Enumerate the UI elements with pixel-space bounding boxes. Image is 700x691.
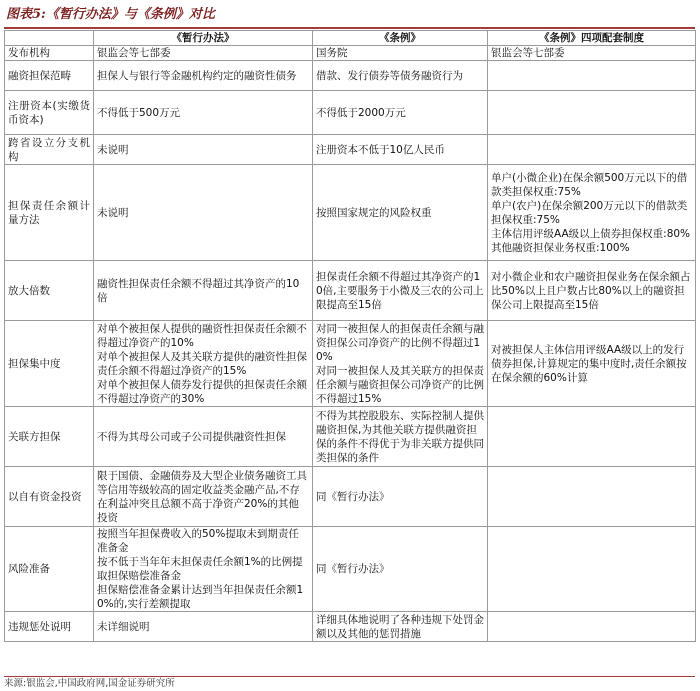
regulation-cell: 不得低于2000万元 [313,91,488,135]
interim-cell: 未说明 [94,135,313,165]
regulation-cell: 同《暂行办法》 [313,467,488,527]
regulation-cell: 担保责任余额不得超过其净资产的10倍,主要服务于小微及三农的公司上限提高至15倍 [313,261,488,321]
supporting-cell [488,91,696,135]
table-row [5,407,696,467]
source-note: 来源:银监会,中国政府网,国金证券研究所 [4,676,695,691]
header-regulation: 《条例》 [313,31,488,46]
title-divider [4,27,695,29]
supporting-cell [488,467,696,527]
table-row [5,61,696,91]
regulation-cell: 借款、发行债券等债务融资行为 [313,61,488,91]
supporting-cell: 对小微企业和农户融资担保业务在保余额占比50%以上且户数占比80%以上的融资担保公司上限提高至15倍 [488,261,696,321]
row-label: 发布机构 [5,46,94,61]
supporting-cell: 单户(小微企业)在保余额500万元以下的借款类担保权重:75% 单户(农户)在保余额200万元以下的借款类担保权重:75% 主体信用评级AA级以上债券担保权重:80% 其他融资担保业务权重:100% [488,165,696,261]
table-row [5,135,696,165]
row-label: 融资担保范畴 [5,61,94,91]
table-row [5,527,696,612]
interim-cell: 银监会等七部委 [94,46,313,61]
row-label: 关联方担保 [5,407,94,467]
table-row [5,91,696,135]
interim-cell: 融资性担保责任余额不得超过其净资产的10倍 [94,261,313,321]
row-label: 注册资本(实缴货币资本) [5,91,94,135]
regulation-cell: 注册资本不低于10亿人民币 [313,135,488,165]
interim-cell: 不得低于500万元 [94,91,313,135]
supporting-cell: 银监会等七部委 [488,46,696,61]
interim-cell: 未说明 [94,165,313,261]
table-row [5,612,696,642]
row-label: 放大倍数 [5,261,94,321]
supporting-cell [488,407,696,467]
supporting-cell: 对被担保人主体信用评级AA级以上的发行债券担保,计算规定的集中度时,责任余额按在保余额的60%计算 [488,321,696,407]
row-label: 跨省设立分支机构 [5,135,94,165]
interim-cell: 未详细说明 [94,612,313,642]
interim-cell: 不得为其母公司或子公司提供融资性担保 [94,407,313,467]
row-label: 违规惩处说明 [5,612,94,642]
header-supporting-rules: 《条例》四项配套制度 [488,31,696,46]
interim-cell: 按照当年担保费收入的50%提取未到期责任准备金 按不低于当年年末担保责任余额1%的比例提取担保赔偿准备金 担保赔偿准备金累计达到当年担保责任余额10%的,实行差额提取 [94,527,313,612]
regulation-cell: 同《暂行办法》 [313,527,488,612]
regulation-cell: 对同一被担保人的担保责任余额与融资担保公司净资产的比例不得超过10% 对同一被担保人及其关联方的担保责任余额与融资担保公司净资产的比例不得超过15% [313,321,488,407]
supporting-cell [488,612,696,642]
supporting-cell [488,61,696,91]
table-row [5,467,696,527]
table-header-row [5,31,696,46]
regulation-cell: 国务院 [313,46,488,61]
regulation-cell: 详细具体地说明了各种违规下处罚金额以及其他的惩罚措施 [313,612,488,642]
interim-cell: 对单个被担保人提供的融资性担保责任余额不得超过净资产的10% 对单个被担保人及其关联方提供的融资性担保责任余额不得超过净资产的15% 对单个被担保人债券发行提供的担保责任余额不得超过净资产的30% [94,321,313,407]
regulation-cell: 不得为其控股股东、实际控制人提供融资担保,为其他关联方提供融资担保的条件不得优于为非关联方提供同类担保的条件 [313,407,488,467]
row-label: 以自有资金投资 [5,467,94,527]
regulation-cell: 按照国家规定的风险权重 [313,165,488,261]
table-row [5,321,696,407]
table-row [5,165,696,261]
table-row [5,46,696,61]
interim-cell: 限于国债、金融债券及大型企业债务融资工具等信用等级较高的固定收益类金融产品,不存在利益冲突且总额不高于净资产20%的其他投资 [94,467,313,527]
figure-title: 图表5:《暂行办法》与《条例》对比 [6,7,215,22]
table-row [5,261,696,321]
row-label: 风险准备 [5,527,94,612]
supporting-cell [488,135,696,165]
comparison-table [4,30,696,642]
table-body [5,46,696,642]
header-interim-measures: 《暂行办法》 [94,31,313,46]
supporting-cell [488,527,696,612]
row-label: 担保集中度 [5,321,94,407]
header-label-column [5,31,94,46]
row-label: 担保责任余额计量方法 [5,165,94,261]
interim-cell: 担保人与银行等金融机构约定的融资性债务 [94,61,313,91]
